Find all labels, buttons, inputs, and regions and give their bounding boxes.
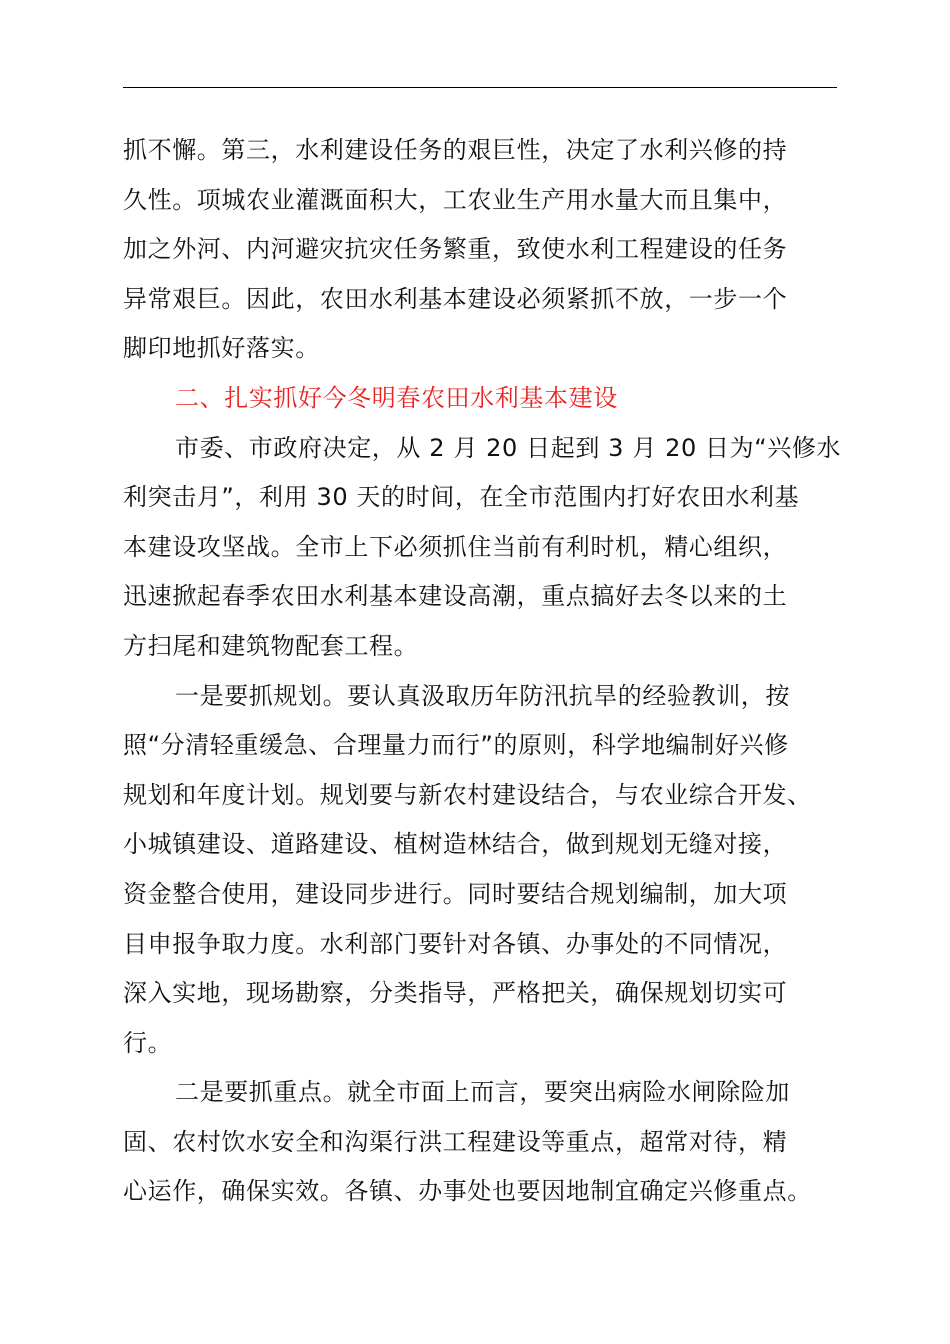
text-line: 迅速掀起春季农田水利基本建设高潮，重点搞好去冬以来的土 <box>123 582 788 611</box>
text-line: 深入实地，现场勘察，分类指导，严格把关，确保规划切实可 <box>123 979 788 1008</box>
paragraph-start-line: 一是要抓规划。要认真汲取历年防汛抗旱的经验教训，按 <box>175 681 790 710</box>
text-line: 行。 <box>123 1028 173 1057</box>
text-line: 异常艰巨。因此，农田水利基本建设必须紧抓不放，一步一个 <box>123 284 788 313</box>
paragraph-start-line: 二是要抓重点。就全市面上而言，要突出病险水闸除险加 <box>175 1078 790 1107</box>
text-line: 照“分清轻重缓急、合理量力而行”的原则，科学地编制好兴修 <box>123 731 789 760</box>
text-line: 久性。项城农业灌溉面积大，工农业生产用水量大而且集中， <box>123 185 788 214</box>
section-heading: 二、扎实抓好今冬明春农田水利基本建设 <box>175 383 618 412</box>
document-body <box>123 126 842 1217</box>
text-line: 本建设攻坚战。全市上下必须抓住当前有利时机，精心组织， <box>123 532 788 561</box>
text-line: 抓不懈。第三，水利建设任务的艰巨性，决定了水利兴修的持 <box>123 136 788 164</box>
text-line: 方扫尾和建筑物配套工程。 <box>123 631 419 660</box>
text-line: 资金整合使用，建设同步进行。同时要结合规划编制，加大项 <box>123 879 788 908</box>
text-line: 加之外河、内河避灾抗灾任务繁重，致使水利工程建设的任务 <box>123 235 788 264</box>
text-line: 脚印地抓好落实。 <box>123 334 320 363</box>
text-line: 目申报争取力度。水利部门要针对各镇、办事处的不同情况， <box>123 929 788 958</box>
paragraph-start-line: 市委、市政府决定，从 2 月 20 日起到 3 月 20 日为“兴修水 <box>175 433 842 462</box>
text-line: 心运作，确保实效。各镇、办事处也要因地制宜确定兴修重点。 <box>123 1177 812 1206</box>
text-line: 固、农村饮水安全和沟渠行洪工程建设等重点，超常对待，精 <box>123 1127 788 1156</box>
text-line: 规划和年度计划。规划要与新农村建设结合，与农业综合开发、 <box>123 780 812 809</box>
header-rule <box>123 87 837 88</box>
text-line: 小城镇建设、道路建设、植树造林结合，做到规划无缝对接， <box>123 830 788 859</box>
text-line: 利突击月”，利用 30 天的时间，在全市范围内打好农田水利基 <box>123 483 800 512</box>
